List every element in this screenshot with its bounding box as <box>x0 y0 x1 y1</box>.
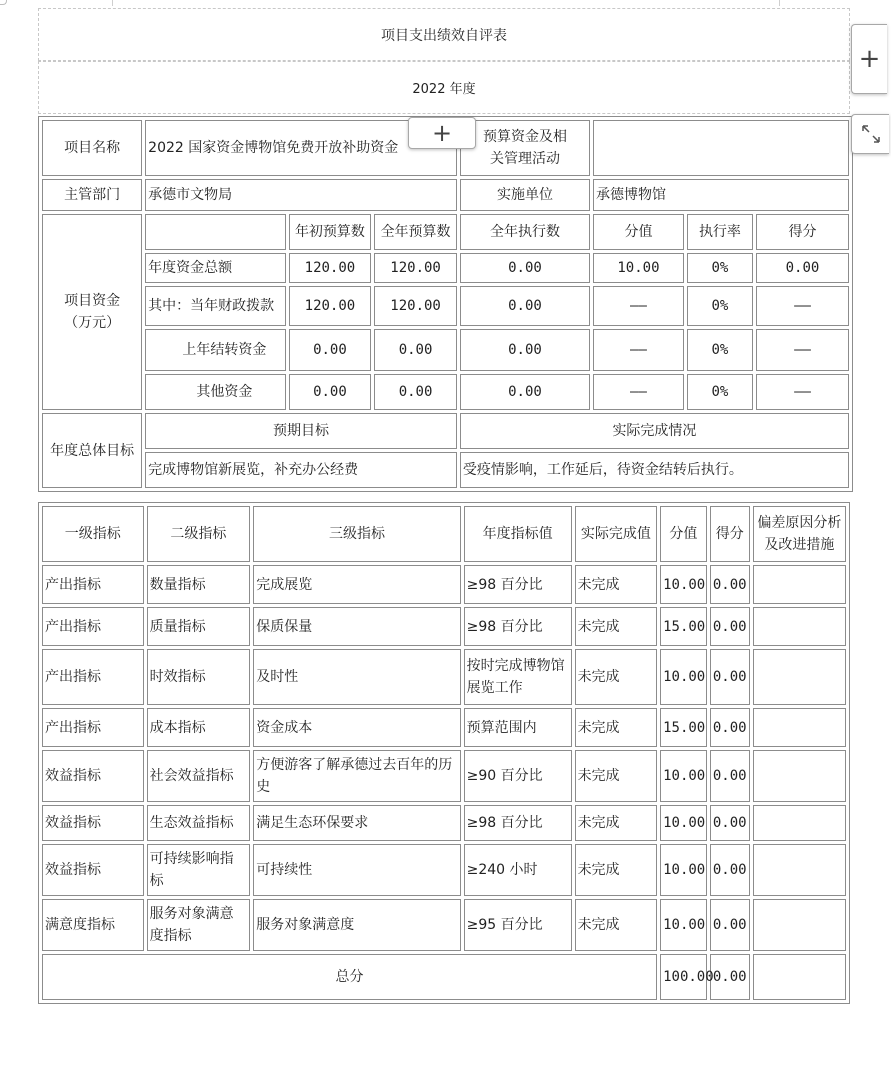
funds-row-full: 120.00 <box>374 286 457 326</box>
impl-value: 承德博物馆 <box>593 179 849 211</box>
funds-row-exec: 0.00 <box>460 286 590 326</box>
year-label: 2022 年度 <box>38 61 850 114</box>
budget-activity-label <box>460 120 590 176</box>
budget-activity-label-text: 预算资金及相关管理活动 <box>482 129 567 167</box>
ind-actual: 未完成 <box>575 844 658 896</box>
ind-l1: 效益指标 <box>42 750 144 802</box>
ind-l3: 方便游客了解承德过去百年的历史 <box>253 750 460 802</box>
ind-target: ≥98 百分比 <box>464 565 572 604</box>
funds-row-label: 上年结转资金 <box>145 329 285 371</box>
page-title: 项目支出绩效自评表 <box>38 8 850 61</box>
ind-got: 0.00 <box>710 607 750 646</box>
ind-l1: 产出指标 <box>42 708 144 747</box>
ind-l1: 效益指标 <box>42 805 144 841</box>
funds-row-score: —— <box>593 329 684 371</box>
ind-header-reason: 偏差原因分析及改进措施 <box>753 506 846 562</box>
ind-score: 10.00 <box>660 805 707 841</box>
expected-label: 预期目标 <box>145 413 457 449</box>
ind-got: 0.00 <box>710 750 750 802</box>
total-score: 100.00 <box>660 954 707 1000</box>
ind-got: 0.00 <box>710 649 750 705</box>
table-row <box>42 565 846 604</box>
funds-header-got: 得分 <box>756 214 849 250</box>
ind-l1: 产出指标 <box>42 565 144 604</box>
ind-score: 10.00 <box>660 565 707 604</box>
ind-l1: 产出指标 <box>42 607 144 646</box>
table-row <box>42 844 846 896</box>
funds-row-got: —— <box>756 374 849 410</box>
dept-value: 承德市文物局 <box>145 179 457 211</box>
indicator-table <box>38 502 850 1004</box>
ind-score: 10.00 <box>660 899 707 951</box>
ind-got: 0.00 <box>710 899 750 951</box>
ind-l3: 资金成本 <box>253 708 460 747</box>
funds-row-got: —— <box>756 329 849 371</box>
ind-actual: 未完成 <box>575 607 658 646</box>
ind-l1: 产出指标 <box>42 649 144 705</box>
table-row <box>42 708 846 747</box>
ind-header-l2: 二级指标 <box>147 506 251 562</box>
funds-header-rate: 执行率 <box>687 214 753 250</box>
ind-l2: 数量指标 <box>147 565 251 604</box>
funds-row <box>42 286 849 326</box>
side-expand-button[interactable] <box>851 114 889 154</box>
funds-header-blank <box>145 214 285 250</box>
funds-row-full: 120.00 <box>374 253 457 283</box>
project-name-value: 2022 国家资金博物馆免费开放补助资金 <box>145 120 457 176</box>
summary-table <box>38 116 853 492</box>
ind-reason <box>753 899 846 951</box>
funds-row-rate: 0% <box>687 253 753 283</box>
ind-header-target: 年度指标值 <box>464 506 572 562</box>
funds-row-rate: 0% <box>687 329 753 371</box>
ind-reason <box>753 750 846 802</box>
ind-reason <box>753 805 846 841</box>
ruler-tick <box>112 0 113 6</box>
top-ruler <box>0 0 891 6</box>
expand-icon <box>860 123 882 145</box>
funds-row-exec: 0.00 <box>460 374 590 410</box>
ind-score: 10.00 <box>660 649 707 705</box>
dept-label: 主管部门 <box>42 179 142 211</box>
funds-row-score: 10.00 <box>593 253 684 283</box>
ind-l2: 成本指标 <box>147 708 251 747</box>
side-add-button[interactable] <box>851 24 887 94</box>
ind-score: 10.00 <box>660 844 707 896</box>
funds-row-exec: 0.00 <box>460 329 590 371</box>
total-reason <box>753 954 846 1000</box>
table-row <box>42 805 846 841</box>
ind-reason <box>753 565 846 604</box>
ind-l3: 服务对象满意度 <box>253 899 460 951</box>
funds-header-exec: 全年执行数 <box>460 214 590 250</box>
ind-reason <box>753 649 846 705</box>
funds-row-full: 0.00 <box>374 329 457 371</box>
ind-got: 0.00 <box>710 844 750 896</box>
ind-l3: 满足生态环保要求 <box>253 805 460 841</box>
funds-row-label: 其他资金 <box>145 374 285 410</box>
ind-header-actual: 实际完成值 <box>575 506 658 562</box>
funds-row-full: 0.00 <box>374 374 457 410</box>
ruler-tick <box>779 0 780 6</box>
ind-l1: 效益指标 <box>42 844 144 896</box>
ind-l3: 可持续性 <box>253 844 460 896</box>
ind-target: ≥98 百分比 <box>464 607 572 646</box>
total-row <box>42 954 846 1000</box>
actual-value: 受疫情影响，工作延后，待资金结转后执行。 <box>460 452 849 488</box>
ind-target: ≥90 百分比 <box>464 750 572 802</box>
corner-mark <box>0 0 7 5</box>
ind-l3: 及时性 <box>253 649 460 705</box>
ind-l1: 满意度指标 <box>42 899 144 951</box>
ind-header-l3: 三级指标 <box>253 506 460 562</box>
ind-l2: 服务对象满意度指标 <box>147 899 251 951</box>
funds-header-full: 全年预算数 <box>374 214 457 250</box>
funds-row-rate: 0% <box>687 374 753 410</box>
ind-l3: 完成展览 <box>253 565 460 604</box>
ind-got: 0.00 <box>710 565 750 604</box>
total-label: 总分 <box>42 954 657 1000</box>
funds-row-label: 其中：当年财政拨款 <box>145 286 285 326</box>
budget-activity-value <box>593 120 849 176</box>
ind-score: 10.00 <box>660 750 707 802</box>
table-row <box>42 899 846 951</box>
add-row-button[interactable] <box>408 117 476 149</box>
funds-row <box>42 329 849 371</box>
funds-label-text: 项目资金（万元） <box>64 293 121 331</box>
ind-actual: 未完成 <box>575 708 658 747</box>
funds-row <box>42 253 849 283</box>
ind-actual: 未完成 <box>575 649 658 705</box>
ind-l3: 保质保量 <box>253 607 460 646</box>
ind-reason <box>753 607 846 646</box>
ind-target: ≥98 百分比 <box>464 805 572 841</box>
plus-icon: + <box>431 119 453 147</box>
funds-row-init: 120.00 <box>289 253 372 283</box>
ind-header-score: 分值 <box>660 506 707 562</box>
ind-l2: 生态效益指标 <box>147 805 251 841</box>
table-row <box>42 607 846 646</box>
ind-header-l1: 一级指标 <box>42 506 144 562</box>
funds-row-label: 年度资金总额 <box>145 253 285 283</box>
ind-l2: 社会效益指标 <box>147 750 251 802</box>
ind-reason <box>753 708 846 747</box>
table-row <box>42 649 846 705</box>
funds-row-score: —— <box>593 286 684 326</box>
ind-actual: 未完成 <box>575 805 658 841</box>
funds-header-score: 分值 <box>593 214 684 250</box>
total-got: 0.00 <box>710 954 750 1000</box>
ind-reason <box>753 844 846 896</box>
ind-actual: 未完成 <box>575 899 658 951</box>
funds-row-got: —— <box>756 286 849 326</box>
funds-row-got: 0.00 <box>756 253 849 283</box>
ind-target: 预算范围内 <box>464 708 572 747</box>
funds-label <box>42 214 142 410</box>
funds-row-rate: 0% <box>687 286 753 326</box>
ind-l2: 质量指标 <box>147 607 251 646</box>
table-row <box>42 750 846 802</box>
impl-label: 实施单位 <box>460 179 590 211</box>
funds-row-init: 0.00 <box>289 374 372 410</box>
project-name-label: 项目名称 <box>42 120 142 176</box>
ind-header-got: 得分 <box>710 506 750 562</box>
ind-target: 按时完成博物馆展览工作 <box>464 649 572 705</box>
ind-got: 0.00 <box>710 805 750 841</box>
funds-row <box>42 374 849 410</box>
plus-icon: + <box>858 44 881 74</box>
funds-row-score: —— <box>593 374 684 410</box>
ind-got: 0.00 <box>710 708 750 747</box>
ind-l2: 可持续影响指标 <box>147 844 251 896</box>
ind-score: 15.00 <box>660 708 707 747</box>
actual-label: 实际完成情况 <box>460 413 849 449</box>
goal-label: 年度总体目标 <box>42 413 142 488</box>
expected-value: 完成博物馆新展览，补充办公经费 <box>145 452 457 488</box>
ind-l2: 时效指标 <box>147 649 251 705</box>
ind-score: 15.00 <box>660 607 707 646</box>
ind-actual: 未完成 <box>575 750 658 802</box>
funds-header-init: 年初预算数 <box>289 214 372 250</box>
funds-row-init: 0.00 <box>289 329 372 371</box>
ind-target: ≥95 百分比 <box>464 899 572 951</box>
ind-target: ≥240 小时 <box>464 844 572 896</box>
funds-row-exec: 0.00 <box>460 253 590 283</box>
ind-actual: 未完成 <box>575 565 658 604</box>
funds-row-init: 120.00 <box>289 286 372 326</box>
